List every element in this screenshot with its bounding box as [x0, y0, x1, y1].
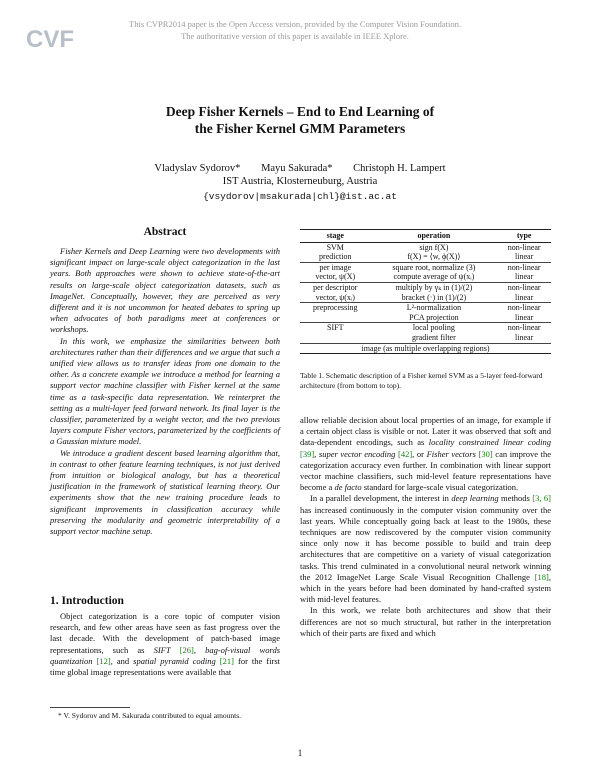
- table-cell-stage: preprocessing: [300, 303, 371, 313]
- table-cell-type: linear: [515, 272, 534, 282]
- table-cell-type: non-linear: [497, 323, 551, 333]
- table-row: [300, 272, 551, 282]
- author-3: Christoph H. Lampert: [353, 163, 446, 174]
- right-paragraph-3: In this work, we relate both architectures and show that their differences are not so much structural, but rather in the interpretation which of their parts are fixed and which: [300, 605, 551, 638]
- cvf-logo-text: CVF: [26, 26, 74, 53]
- table-row: [300, 313, 551, 323]
- table-footer-row: [300, 343, 551, 354]
- citation-link[interactable]: [42]: [398, 448, 413, 459]
- abstract-body: [50, 246, 280, 537]
- table-cell-op: PCA projection: [409, 312, 459, 322]
- author-2: Mayu Sakurada*: [261, 163, 333, 174]
- introduction-body: [50, 611, 280, 678]
- table-cell-stage: SIFT: [300, 323, 371, 333]
- abstract-heading: Abstract: [143, 226, 187, 238]
- table-header-stage: stage: [300, 230, 371, 243]
- table-cell-op: bracket (·) in (1)/(2): [401, 292, 467, 302]
- right-paragraph-1: allow reliable decision about local properties of an image, for example if a certain object class is visible or not. Later it was observed that soft and data-dependent encodings, such as locality constrained linear coding [39], super vector encoding [42], or Fisher vectors [30] can improve the categorization accuracy even further. In combination with linear support vector machine classifiers, such mid-level feature representations have become a de facto standard for large-scale visual categorization.: [300, 415, 552, 493]
- table-cell-op: square root, normalize (3): [371, 262, 498, 272]
- table-cell-op: f(X) = ⟨w, ϕ(X)⟩: [407, 252, 461, 262]
- table-cell-type: non-linear: [497, 282, 551, 292]
- title-line-2: the Fisher Kernel GMM Parameters: [194, 121, 406, 136]
- table-cell-op: L²-normalization: [371, 303, 498, 313]
- table-cell-op: multiply by γₖ in (1)/(2): [371, 282, 498, 292]
- abstract-paragraph-2: In this work, we emphasize the similarities between both architectures rather than their differences and we argue that such a unified view allows us to transfer ideas from one domain to the other. As a concrete example we introduce a method for learning a support vector machine classifier with Fisher kernel at the same time as a task-specific data representation. We reinterpret the setting as a multi-layer feed forward network. Its final layer is the classifier, parameterized by a weight vector, and the two previous layers compute Fisher vectors, parameterized by the coefficients of a Gaussian mixture model.: [50, 335, 280, 447]
- citation-link[interactable]: [21]: [219, 655, 234, 666]
- citation-link[interactable]: [39]: [300, 448, 315, 459]
- abstract-paragraph-3: We introduce a gradient descent based learning algorithm that, in contrast to other feature learning techniques, is not just derived from intuition or biological analogy, but has a theoretical justification in the framework of statistical learning theory. Our experiments show that the new training procedure leads to significant improvements in classification accuracy while preserving the modularity and geometric interpretability of a support vector machine setup.: [50, 447, 280, 537]
- author-email: {vsydorov|msakurada|chl}@ist.ac.at: [203, 191, 397, 202]
- table-header-type: type: [497, 230, 551, 243]
- cvf-logo: [24, 20, 74, 54]
- table-cell-stage: vector, ψ(X): [315, 272, 356, 282]
- table-cell-op: local pooling: [371, 323, 498, 333]
- table-cell-stage: [300, 333, 371, 343]
- paper-title: [0, 103, 600, 137]
- table-cell-type: linear: [515, 252, 534, 262]
- affiliation: IST Austria, Klosterneuburg, Austria: [222, 176, 378, 187]
- notice-line-2: The authoritative version of this paper is available in IEEE Xplore.: [181, 31, 409, 41]
- intro-paragraph-1: Object categorization is a core topic of computer vision research, and few other areas have seen as fast progress over the last decade. With the development of patch-based image representations, such as SIFT [26], bag-of-visual words quantization [12], and spatial pyramid coding [21] for the first time global image representations were available that: [50, 611, 280, 678]
- table-cell-stage: per descriptor: [300, 282, 371, 292]
- table-row: [300, 252, 551, 262]
- table-cell-type: non-linear: [497, 242, 551, 252]
- title-line-1: Deep Fisher Kernels – End to End Learning of: [165, 104, 435, 119]
- table-header-row: [300, 230, 551, 243]
- table-cell-stage: prediction: [319, 252, 352, 262]
- architecture-table: [300, 229, 551, 354]
- table-cell-type: linear: [515, 332, 534, 342]
- footnote-rule: [50, 707, 130, 708]
- table-row: [300, 323, 551, 333]
- citation-link[interactable]: [12]: [96, 655, 111, 666]
- table-row: [300, 303, 551, 313]
- citation-link[interactable]: [18]: [534, 571, 549, 582]
- table-row: [300, 262, 551, 272]
- table-row: [300, 293, 551, 303]
- open-access-notice: [110, 18, 480, 42]
- table-cell-type: non-linear: [497, 262, 551, 272]
- citation-link[interactable]: [26]: [179, 644, 194, 655]
- footnote: * V. Sydorov and M. Sakurada contributed to equal amounts.: [58, 711, 242, 720]
- citation-link[interactable]: [3, 6]: [532, 493, 551, 504]
- right-column-body: [300, 415, 551, 639]
- table-cell-stage: [300, 313, 371, 323]
- introduction-heading: 1. Introduction: [50, 595, 124, 607]
- table-header-operation: operation: [371, 230, 498, 243]
- abstract-paragraph-1: Fisher Kernels and Deep Learning were two developments with significant impact on large-scale object categorization in the last years. Both approaches were shown to achieve state-of-the-art results on large-scale object categorization datasets, such as ImageNet. Conceptually, however, they are perceived as very different and it is not uncommon for heated debates to spring up when advocates of both paradigms meet at conferences or workshops.: [50, 246, 280, 335]
- table-cell-stage: SVM: [300, 242, 371, 252]
- right-paragraph-2: In a parallel development, the interest in deep learning methods [3, 6] has increased continuously in the computer vision community over the last years. While conceptually going back at least to the 1980s, these techniques are now rediscovered by the computer vision community since only now it has become possible to build and train deep architectures that are competitive on a variety of visual categorization tasks. This trend culminated in a convolutional neural network winning the 2012 ImageNet Large Scale Visual Recognition Challenge [18], which in the years before had been dominated by hand-crafted system with mid-level features.: [300, 493, 551, 605]
- table-cell-stage: vector, ψ(xᵢ): [315, 292, 355, 302]
- author-1: Vladyslav Sydorov*: [154, 163, 241, 174]
- table-cell-type: linear: [515, 312, 534, 322]
- table-cell-op: sign f(X): [371, 242, 498, 252]
- table-row: [300, 242, 551, 252]
- table-row: [300, 333, 551, 343]
- table-cell-op: gradient filter: [412, 332, 456, 342]
- table-body: [300, 242, 551, 354]
- table-cell-type: non-linear: [497, 303, 551, 313]
- table-cell-type: linear: [515, 292, 534, 302]
- table-cell-op: compute average of ψ(xᵢ): [393, 272, 475, 282]
- author-list: [0, 162, 600, 176]
- table-cell-stage: per image: [300, 262, 371, 272]
- table-row: [300, 282, 551, 292]
- page-number: 1: [297, 748, 303, 758]
- table-footer-cell: image (as multiple overlapping regions): [300, 343, 551, 354]
- notice-line-1: This CVPR2014 paper is the Open Access version, provided by the Computer Vision Foundation.: [129, 19, 461, 29]
- table-caption: Table 1. Schematic description of a Fisher kernel SVM as a 5-layer feed-forward architecture (from bottom to top).: [300, 371, 543, 390]
- citation-link[interactable]: [30]: [478, 448, 493, 459]
